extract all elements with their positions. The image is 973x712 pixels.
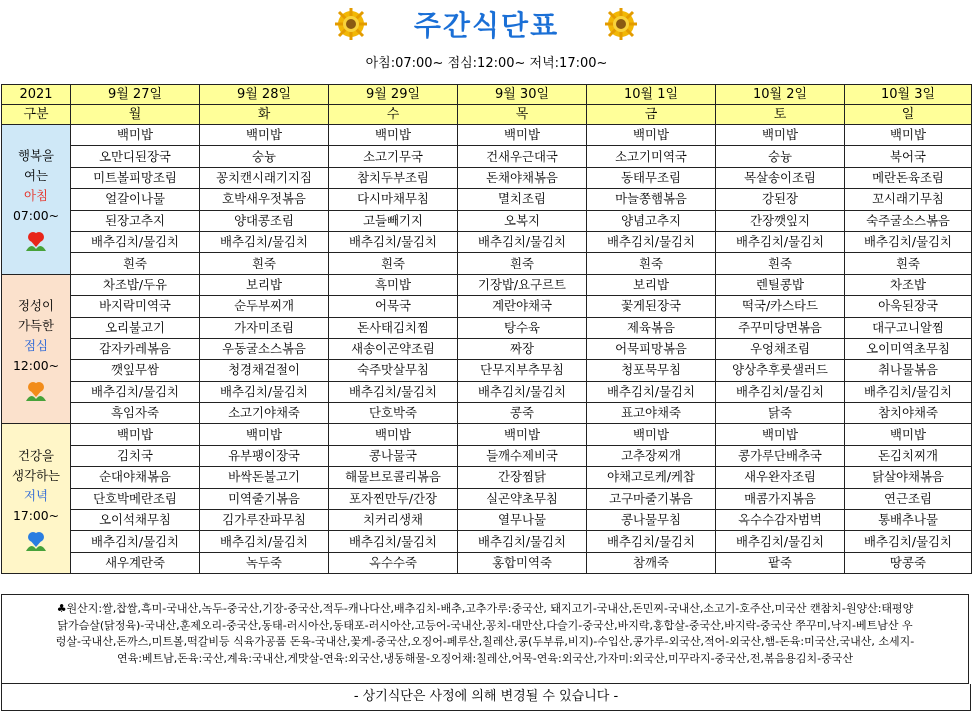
sunflower-icon	[604, 7, 638, 41]
table-row	[2, 338, 972, 359]
meal-name: 저녁	[24, 487, 48, 503]
menu-cell: 흰죽	[845, 253, 972, 274]
menu-cell: 표고야채죽	[587, 403, 716, 424]
menu-cell: 닭살야채볶음	[845, 467, 972, 488]
menu-cell: 새우완자조림	[716, 467, 845, 488]
menu-cell: 소고기무국	[329, 146, 458, 167]
table-row	[2, 467, 972, 488]
menu-cell: 우엉채조림	[716, 338, 845, 359]
menu-cell: 간장깻잎지	[716, 210, 845, 231]
menu-cell: 배추김치/물김치	[71, 531, 200, 552]
menu-cell: 통배추나물	[845, 510, 972, 531]
menu-cell: 흑미밥	[329, 274, 458, 295]
table-row	[2, 231, 972, 252]
origin-line: ♣원산지:쌀,찹쌀,흑미-국내산,녹두-중국산,기장-중국산,적두-캐나다산,배추김치-배추,고추가루:중국산, 돼지고기-국내산,돈민찌-국내산,소고기-호주산,미국산 캔참치-원양산:태평양	[56, 602, 914, 615]
menu-cell: 오리불고기	[71, 317, 200, 338]
menu-cell: 호박새우젓볶음	[200, 189, 329, 210]
table-row	[2, 253, 972, 274]
date-row	[2, 85, 972, 105]
menu-cell: 흰죽	[587, 253, 716, 274]
menu-cell: 깻잎무쌈	[71, 360, 200, 381]
table-row	[2, 531, 972, 552]
menu-cell: 백미밥	[329, 424, 458, 445]
menu-cell: 실곤약초무침	[458, 488, 587, 509]
menu-cell: 배추김치/물김치	[200, 231, 329, 252]
menu-cell: 렌틸콩밥	[716, 274, 845, 295]
menu-cell: 참치야채죽	[845, 403, 972, 424]
flower-icon	[23, 530, 49, 552]
day-cell: 일	[845, 105, 972, 125]
menu-cell: 목살송이조림	[716, 167, 845, 188]
menu-cell: 배추김치/물김치	[716, 381, 845, 402]
menu-cell: 배추김치/물김치	[458, 531, 587, 552]
menu-cell: 짜장	[458, 338, 587, 359]
meal-section-label	[2, 125, 71, 275]
menu-cell: 콩죽	[458, 403, 587, 424]
table-row	[2, 510, 972, 531]
menu-cell: 꼬시래기무침	[845, 189, 972, 210]
title-area	[0, 0, 973, 84]
menu-cell: 배추김치/물김치	[587, 531, 716, 552]
section-line: 생각하는	[12, 467, 60, 483]
menu-cell: 야채고로케/케찹	[587, 467, 716, 488]
menu-cell: 배추김치/물김치	[200, 531, 329, 552]
flower-icon	[23, 380, 49, 402]
menu-cell: 제육볶음	[587, 317, 716, 338]
menu-cell: 녹두죽	[200, 552, 329, 573]
menu-cell: 참깨죽	[587, 552, 716, 573]
table-row	[2, 424, 972, 445]
section-line: 행복을	[18, 148, 54, 164]
menu-cell: 보리밥	[587, 274, 716, 295]
menu-cell: 어묵피망볶음	[587, 338, 716, 359]
day-cell: 화	[200, 105, 329, 125]
meal-time: 17:00~	[12, 507, 60, 523]
menu-cell: 가자미조림	[200, 317, 329, 338]
menu-cell: 단호박죽	[329, 403, 458, 424]
menu-cell: 배추김치/물김치	[329, 381, 458, 402]
menu-cell: 팥죽	[716, 552, 845, 573]
menu-cell: 메란돈육조림	[845, 167, 972, 188]
menu-cell: 백미밥	[329, 125, 458, 146]
day-cell: 금	[587, 105, 716, 125]
menu-cell: 감자카레볶음	[71, 338, 200, 359]
menu-cell: 단무지부추무침	[458, 360, 587, 381]
menu-cell: 숭늉	[200, 146, 329, 167]
menu-cell: 백미밥	[845, 125, 972, 146]
menu-cell: 백미밥	[71, 125, 200, 146]
menu-cell: 흰죽	[716, 253, 845, 274]
menu-cell: 돈김치찌개	[845, 445, 972, 466]
day-cell: 월	[71, 105, 200, 125]
menu-cell: 멸치조림	[458, 189, 587, 210]
menu-cell: 단호박메란조림	[71, 488, 200, 509]
weekly-menu-table	[1, 84, 972, 574]
menu-cell: 탕수육	[458, 317, 587, 338]
menu-cell: 콩가루단배추국	[716, 445, 845, 466]
menu-cell: 배추김치/물김치	[587, 231, 716, 252]
menu-cell: 간장찜닭	[458, 467, 587, 488]
menu-cell: 백미밥	[587, 424, 716, 445]
menu-cell: 꽃게된장국	[587, 296, 716, 317]
table-row	[2, 381, 972, 402]
menu-cell: 포자찐만두/간장	[329, 488, 458, 509]
menu-cell: 바지락미역국	[71, 296, 200, 317]
menu-cell: 미트볼피망조림	[71, 167, 200, 188]
menu-cell: 양상추후룻샐러드	[716, 360, 845, 381]
menu-cell: 연근조림	[845, 488, 972, 509]
menu-cell: 오만디된장국	[71, 146, 200, 167]
menu-cell: 양대콩조림	[200, 210, 329, 231]
menu-cell: 배추김치/물김치	[845, 231, 972, 252]
menu-cell: 흑임자죽	[71, 403, 200, 424]
menu-cell: 돈사태김치찜	[329, 317, 458, 338]
menu-cell: 숭늉	[716, 146, 845, 167]
table-row	[2, 274, 972, 295]
menu-cell: 기장밥/요구르트	[458, 274, 587, 295]
menu-cell: 배추김치/물김치	[716, 531, 845, 552]
menu-cell: 백미밥	[845, 424, 972, 445]
menu-cell: 백미밥	[716, 424, 845, 445]
menu-cell: 백미밥	[200, 424, 329, 445]
menu-cell: 새우계란죽	[71, 552, 200, 573]
date-cell: 9월 27일	[71, 85, 200, 105]
menu-cell: 김치국	[71, 445, 200, 466]
origin-notice	[1, 594, 969, 684]
menu-cell: 백미밥	[200, 125, 329, 146]
origin-line: 닭가슴살(닭정육)-국내산,훈제오리-중국산,동태-러시아산,동태포-러시아산,고등어-국내산,꽁치-대만산,다슬기-중국산,바지락,홍합살-중국산,바지락-중국산 쭈꾸미,낙지-베트남산 우	[57, 618, 913, 632]
day-cell: 토	[716, 105, 845, 125]
menu-cell: 강된장	[716, 189, 845, 210]
section-line: 여는	[24, 168, 48, 184]
menu-cell: 참치두부조림	[329, 167, 458, 188]
table-row	[2, 360, 972, 381]
menu-cell: 주꾸미당면볶음	[716, 317, 845, 338]
meal-section-label	[2, 424, 71, 574]
year-cell: 2021	[2, 85, 71, 105]
table-row	[2, 488, 972, 509]
table-row	[2, 146, 972, 167]
menu-cell: 흰죽	[200, 253, 329, 274]
table-row	[2, 189, 972, 210]
menu-cell: 고들빼기지	[329, 210, 458, 231]
day-cell: 수	[329, 105, 458, 125]
menu-cell: 청경채겉절이	[200, 360, 329, 381]
table-row	[2, 445, 972, 466]
menu-cell: 백미밥	[458, 125, 587, 146]
menu-cell: 된장고추지	[71, 210, 200, 231]
table-row	[2, 210, 972, 231]
menu-cell: 고구마줄기볶음	[587, 488, 716, 509]
menu-cell: 차조밥	[845, 274, 972, 295]
menu-cell: 흰죽	[329, 253, 458, 274]
menu-cell: 콩나물무침	[587, 510, 716, 531]
table-row	[2, 403, 972, 424]
menu-cell: 숙주맛살무침	[329, 360, 458, 381]
menu-cell: 고추장찌개	[587, 445, 716, 466]
menu-cell: 열무나물	[458, 510, 587, 531]
date-cell: 10월 3일	[845, 85, 972, 105]
date-cell: 10월 2일	[716, 85, 845, 105]
table-row	[2, 167, 972, 188]
menu-cell: 백미밥	[71, 424, 200, 445]
menu-cell: 들깨수제비국	[458, 445, 587, 466]
menu-cell: 건새우근대국	[458, 146, 587, 167]
meal-name: 아침	[24, 188, 48, 204]
menu-cell: 바싹돈불고기	[200, 467, 329, 488]
menu-cell: 배추김치/물김치	[200, 381, 329, 402]
meal-times: 아침:07:00~ 점심:12:00~ 저녁:17:00~	[365, 56, 608, 71]
meal-time: 12:00~	[12, 358, 60, 374]
menu-cell: 옥수수감자범벅	[716, 510, 845, 531]
day-cell: 목	[458, 105, 587, 125]
menu-cell: 아욱된장국	[845, 296, 972, 317]
menu-cell: 취나물볶음	[845, 360, 972, 381]
origin-line: 연육:베트남,돈육:국산,계육:국내산,게맛살-연육:외국산,냉동해물-오징어채:칠레산,어묵-연육:외국산,가자미:외국산,미꾸라지-중국산,전,볶음용김치-중국산	[116, 651, 854, 665]
menu-cell: 백미밥	[716, 125, 845, 146]
menu-cell: 배추김치/물김치	[71, 231, 200, 252]
menu-cell: 다시마채무침	[329, 189, 458, 210]
table-row	[2, 317, 972, 338]
menu-cell: 얼갈이나물	[71, 189, 200, 210]
menu-cell: 북어국	[845, 146, 972, 167]
menu-cell: 땅콩죽	[845, 552, 972, 573]
menu-cell: 양념고추지	[587, 210, 716, 231]
menu-cell: 콩나물국	[329, 445, 458, 466]
menu-cell: 오복지	[458, 210, 587, 231]
menu-cell: 순두부찌개	[200, 296, 329, 317]
menu-cell: 돈채야채볶음	[458, 167, 587, 188]
menu-cell: 오이석채무침	[71, 510, 200, 531]
menu-cell: 우동굴소스볶음	[200, 338, 329, 359]
menu-cell: 백미밥	[458, 424, 587, 445]
table-row	[2, 125, 972, 146]
menu-cell: 옥수수죽	[329, 552, 458, 573]
date-cell: 9월 28일	[200, 85, 329, 105]
menu-cell: 소고기야채죽	[200, 403, 329, 424]
menu-cell: 흰죽	[71, 253, 200, 274]
menu-cell: 미역줄기볶음	[200, 488, 329, 509]
meal-section-label	[2, 274, 71, 424]
section-line: 정성이	[18, 298, 54, 314]
menu-cell: 꽁치캔시래기지짐	[200, 167, 329, 188]
date-cell: 10월 1일	[587, 85, 716, 105]
menu-cell: 배추김치/물김치	[845, 531, 972, 552]
menu-cell: 계란야채국	[458, 296, 587, 317]
menu-cell: 배추김치/물김치	[587, 381, 716, 402]
date-cell: 9월 29일	[329, 85, 458, 105]
menu-cell: 보리밥	[200, 274, 329, 295]
change-notice: - 상기식단은 사정에 의해 변경될 수 있습니다 -	[1, 684, 971, 711]
menu-cell: 소고기미역국	[587, 146, 716, 167]
menu-cell: 차조밥/두유	[71, 274, 200, 295]
menu-cell: 동태무조림	[587, 167, 716, 188]
page-title: 주간식단표	[413, 9, 560, 42]
menu-cell: 대구고니알찜	[845, 317, 972, 338]
section-line: 건강을	[18, 447, 54, 463]
menu-cell: 어묵국	[329, 296, 458, 317]
menu-cell: 순대야채볶음	[71, 467, 200, 488]
menu-cell: 배추김치/물김치	[458, 381, 587, 402]
table-row	[2, 552, 972, 573]
menu-cell: 김가루잔파무침	[200, 510, 329, 531]
menu-cell: 홍합미역죽	[458, 552, 587, 573]
meal-time: 07:00~	[12, 208, 60, 224]
menu-cell: 청포묵무침	[587, 360, 716, 381]
menu-cell: 흰죽	[458, 253, 587, 274]
menu-cell: 마늘쫑햄볶음	[587, 189, 716, 210]
menu-cell: 새송이곤약조림	[329, 338, 458, 359]
table-row	[2, 296, 972, 317]
menu-cell: 매콤가지볶음	[716, 488, 845, 509]
menu-cell: 떡국/카스타드	[716, 296, 845, 317]
menu-cell: 숙주굴소스볶음	[845, 210, 972, 231]
menu-cell: 배추김치/물김치	[71, 381, 200, 402]
menu-cell: 치커리생채	[329, 510, 458, 531]
menu-cell: 오이미역초무침	[845, 338, 972, 359]
label-cell: 구분	[2, 105, 71, 125]
flower-icon	[23, 230, 49, 252]
menu-cell: 배추김치/물김치	[458, 231, 587, 252]
meal-name: 점심	[24, 338, 48, 354]
origin-line: 렁살-국내산,돈까스,미트볼,떡갈비등 식육가공품 돈육-국내산,꽃게-중국산,오징어-페루산,칠레산,콩(두부류,비지)-수입산,콩가루-외국산,적어-외국산,햄-돈육:미국산,국내산, 소세지-	[55, 635, 915, 648]
menu-cell: 유부팽이장국	[200, 445, 329, 466]
menu-cell: 백미밥	[587, 125, 716, 146]
menu-cell: 배추김치/물김치	[329, 231, 458, 252]
menu-cell: 배추김치/물김치	[329, 531, 458, 552]
menu-cell: 배추김치/물김치	[845, 381, 972, 402]
day-row	[2, 105, 972, 125]
menu-cell: 배추김치/물김치	[716, 231, 845, 252]
date-cell: 9월 30일	[458, 85, 587, 105]
menu-cell: 해물브로콜리볶음	[329, 467, 458, 488]
section-line: 가득한	[18, 318, 54, 334]
menu-cell: 닭죽	[716, 403, 845, 424]
